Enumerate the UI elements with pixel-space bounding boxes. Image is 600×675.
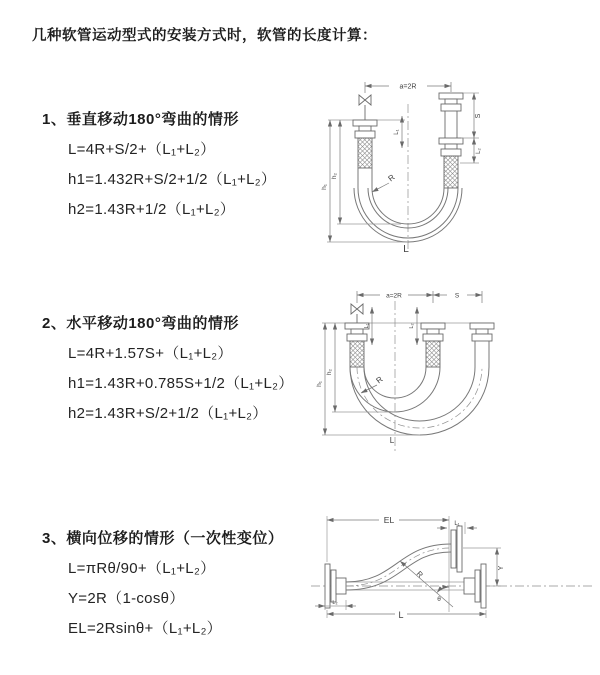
dim-label-l2: L₂ <box>476 148 482 154</box>
dim-label-a2r: a=2R <box>399 83 417 91</box>
diagram-vertical-180-bend <box>313 70 498 262</box>
length-label: L <box>398 610 404 620</box>
dim-a2r-s <box>357 291 482 303</box>
hose-u-bend <box>350 367 489 435</box>
formula-h1: h1=1.43R+0.785S+1/2（L₁+L₂） <box>68 375 294 392</box>
dim-label-s: S <box>454 292 460 300</box>
dim-label-l2: L₂ <box>409 323 415 329</box>
dim-h1-h2 <box>316 323 420 435</box>
left-flange-fitting <box>353 120 377 188</box>
section-2-heading: 2、水平移动180°弯曲的情形 <box>42 315 239 332</box>
dim-label-a2r: a=2R <box>386 292 402 300</box>
dim-label-h1: h₁ <box>316 381 323 387</box>
diagram-lateral-displacement <box>303 506 598 646</box>
middle-flange-fitting <box>421 323 445 367</box>
dim-label-h2: h₂ <box>331 172 338 180</box>
length-label: L <box>403 244 409 255</box>
section-1-heading: 1、垂直移动180°弯曲的情形 <box>42 111 239 128</box>
upper-right-flange <box>451 526 462 572</box>
formula-h1: h1=1.432R+S/2+1/2（L₁+L₂） <box>68 171 277 188</box>
section-3-heading: 3、横向位移的情形（一次性变位） <box>42 530 284 547</box>
right-flange-fitting <box>439 93 463 188</box>
formula-L: L=πRθ/90+（L₁+L₂） <box>68 560 216 577</box>
radius-label: R <box>374 374 385 386</box>
dim-label-h1: h₁ <box>321 184 328 190</box>
formula-L: L=4R+S/2+（L₁+L₂） <box>68 141 216 158</box>
dim-label-l1: L₁ <box>364 323 370 329</box>
section-lateral-displacement <box>42 527 283 638</box>
dim-label-l1: L₁ <box>454 521 460 527</box>
dim-el <box>327 515 449 612</box>
section-vertical-180 <box>42 108 276 219</box>
formula-EL: EL=2Rsinθ+（L₁+L₂） <box>68 620 222 637</box>
dim-label-l1: L₁ <box>394 129 400 135</box>
dim-label-s: S <box>475 113 482 119</box>
radius-callout <box>372 173 397 192</box>
left-flange-fitting <box>345 323 369 367</box>
formula-h2: h2=1.43R+S/2+1/2（L₁+L₂） <box>68 405 268 422</box>
angle-label: θ <box>437 596 441 603</box>
radius-label: R <box>414 569 425 580</box>
dim-l2 <box>409 307 417 345</box>
formula-h2: h2=1.43R+1/2（L₁+L₂） <box>68 201 236 218</box>
valve-icon <box>351 304 363 323</box>
section-horizontal-180 <box>42 312 294 423</box>
dim-label-h2: h₂ <box>326 368 333 376</box>
dim-label-el: EL <box>383 515 395 525</box>
dim-label-y: Y <box>498 565 505 571</box>
valve-icon <box>359 95 371 120</box>
dim-l2 <box>315 600 356 610</box>
length-label: L <box>389 436 395 445</box>
dim-label-l2: L₂ <box>332 600 338 606</box>
dim-l1 <box>394 116 402 148</box>
diagram-horizontal-180-bend <box>308 283 593 461</box>
dim-length <box>327 610 486 620</box>
hose-s-curve <box>346 544 451 590</box>
right-flange-fitting <box>470 323 494 367</box>
formula-L: L=4R+1.57S+（L₁+L₂） <box>68 345 233 362</box>
dim-s-l2 <box>460 93 482 163</box>
page-title: 几种软管运动型式的安装方式时，软管的长度计算： <box>32 28 377 44</box>
radius-angle-callout <box>400 561 453 607</box>
lower-right-flange <box>464 564 486 608</box>
formula-Y: Y=2R（1-cosθ） <box>68 590 185 607</box>
dim-a2r <box>365 82 451 93</box>
radius-label: R <box>386 172 397 184</box>
